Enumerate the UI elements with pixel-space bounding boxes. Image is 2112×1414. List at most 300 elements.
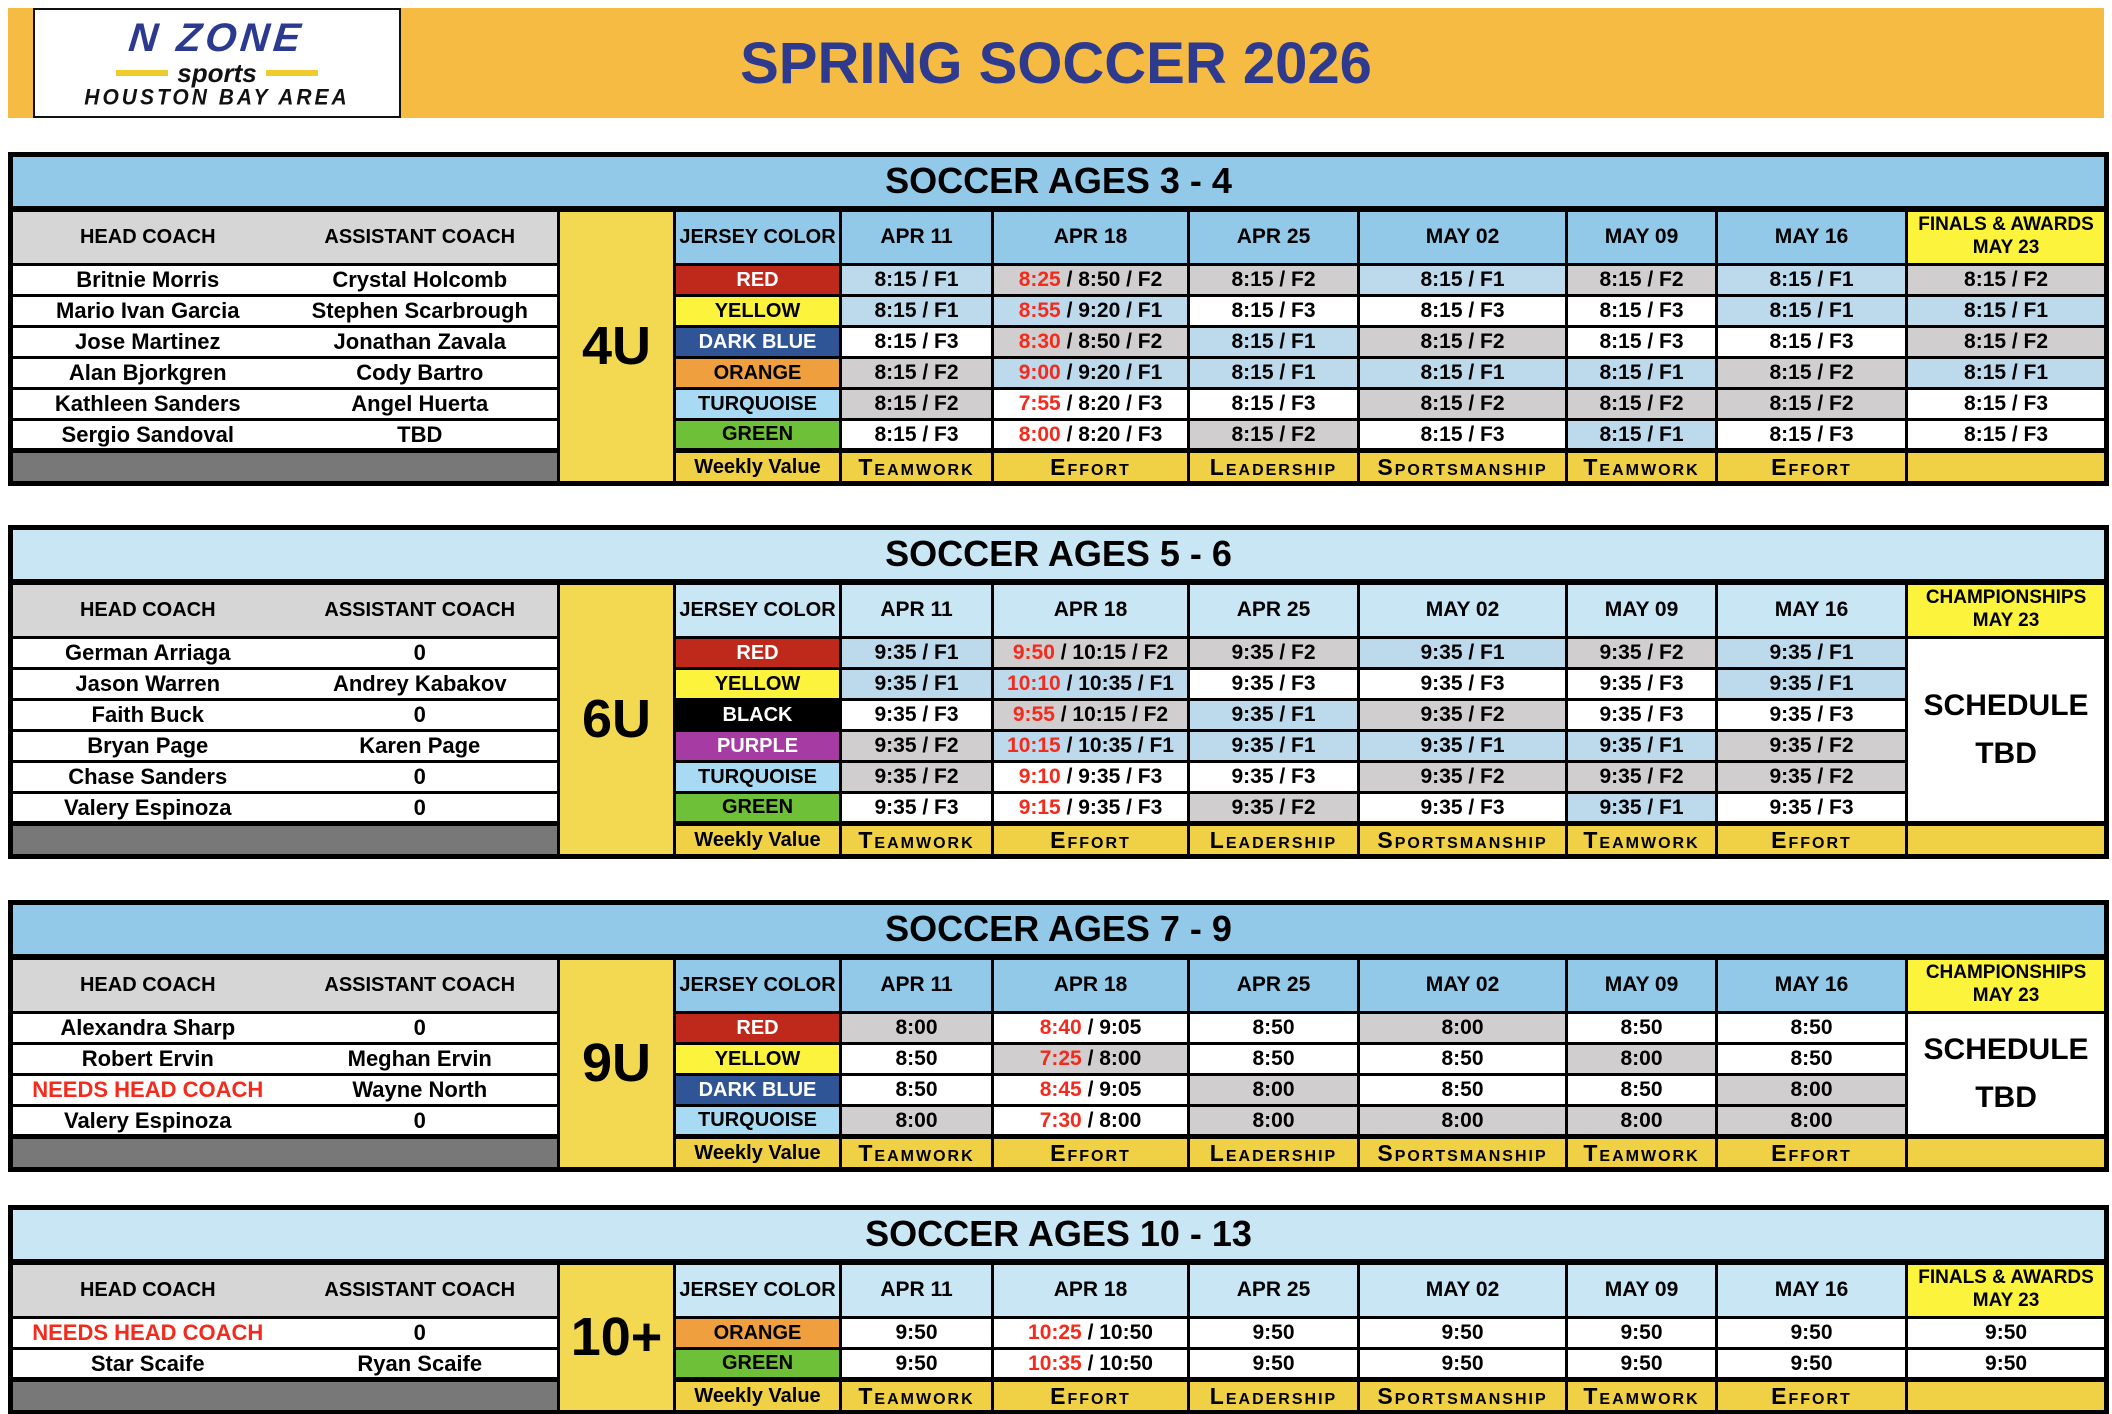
team-row xyxy=(11,420,2107,451)
schedule-cell: 9:35 / F2 xyxy=(1359,700,1567,731)
date-header: MAY 16 xyxy=(1717,582,1907,638)
schedule-cell xyxy=(993,700,1189,731)
schedule-cell: 9:50 xyxy=(841,1318,993,1349)
weekly-value-cell: Leadership xyxy=(1189,1137,1359,1170)
team-row xyxy=(11,1075,2107,1106)
finals-header-line2: MAY 23 xyxy=(1972,610,2040,632)
weekly-value-cell: Teamwork xyxy=(1567,451,1717,484)
date-header: MAY 09 xyxy=(1567,582,1717,638)
schedule-cell: 8:15 / F2 xyxy=(1907,265,2107,296)
assistant-coach-cell: Cody Bartro xyxy=(283,358,559,389)
head-coach-cell: Jose Martinez xyxy=(11,327,283,358)
schedule-cell: 8:15 / F1 xyxy=(1189,327,1359,358)
schedule-cell: 8:15 / F2 xyxy=(1717,358,1907,389)
jersey-color-header: JERSEY COLOR xyxy=(675,582,841,638)
schedule-cell: 8:15 / F1 xyxy=(841,296,993,327)
weekly-value-cell: Teamwork xyxy=(841,824,993,857)
title-banner xyxy=(8,8,2104,118)
schedule-cell: 9:35 / F2 xyxy=(1567,638,1717,669)
schedule-cell: 8:15 / F3 xyxy=(1567,296,1717,327)
tbd-line1: SCHEDULE xyxy=(1923,689,2089,722)
assistant-coach-cell: 0 xyxy=(283,1106,559,1137)
schedule-cell: 8:15 / F3 xyxy=(1359,296,1567,327)
time-text: / 10:15 / F2 xyxy=(1054,641,1169,664)
finals-header-line2: MAY 23 xyxy=(1972,1290,2040,1312)
age-group-cell: 10+ xyxy=(559,1262,675,1413)
schedule-cell: 9:35 / F1 xyxy=(1359,638,1567,669)
weekly-value-label: Weekly Value xyxy=(675,824,841,857)
assistant-coach-cell: 0 xyxy=(283,1013,559,1044)
assistant-coach-header: ASSISTANT COACH xyxy=(283,209,559,265)
weekly-value-cell: Sportsmanship xyxy=(1359,1137,1567,1170)
early-time: 10:25 xyxy=(1028,1321,1082,1344)
jersey-swatch: TURQUOISE xyxy=(675,762,841,793)
schedule-cell: 9:50 xyxy=(1907,1349,2107,1380)
date-header: MAY 16 xyxy=(1717,209,1907,265)
weekly-value-cell: Effort xyxy=(1717,1380,1907,1413)
assistant-coach-header: ASSISTANT COACH xyxy=(283,1262,559,1318)
early-time: 9:15 xyxy=(1018,795,1061,819)
head-coach-header: HEAD COACH xyxy=(11,209,283,265)
tbd-line2: TBD xyxy=(1975,737,2037,770)
schedule-cell: 8:50 xyxy=(1717,1044,1907,1075)
schedule-cell: 8:50 xyxy=(1359,1075,1567,1106)
schedule-cell: 8:15 / F3 xyxy=(1189,296,1359,327)
head-coach-cell: Valery Espinoza xyxy=(11,1106,283,1137)
jersey-swatch: GREEN xyxy=(675,793,841,824)
section-title-row xyxy=(11,155,2107,209)
schedule-table-9U xyxy=(8,900,2109,1172)
weekly-value-label: Weekly Value xyxy=(675,1380,841,1413)
team-row xyxy=(11,389,2107,420)
finals-header xyxy=(1907,1262,2107,1318)
weekly-value-cell: Teamwork xyxy=(841,451,993,484)
finals-header-line2: MAY 23 xyxy=(1972,985,2040,1007)
weekly-value-cell: Sportsmanship xyxy=(1359,451,1567,484)
schedule-cell: 8:15 / F2 xyxy=(1359,389,1567,420)
column-header-row xyxy=(11,957,2107,1013)
weekly-value-row xyxy=(11,824,2107,857)
weekly-value-cell: Leadership xyxy=(1189,451,1359,484)
time-text: / 9:05 xyxy=(1081,1078,1142,1101)
finals-header-line1: FINALS & AWARDS xyxy=(1918,1267,2094,1289)
schedule-cell xyxy=(993,358,1189,389)
schedule-cell: 8:15 / F1 xyxy=(1189,358,1359,389)
jersey-swatch: RED xyxy=(675,265,841,296)
schedule-cell: 8:15 / F3 xyxy=(1907,389,2107,420)
weekly-finals-empty-cell xyxy=(1907,451,2107,484)
date-header: MAY 09 xyxy=(1567,957,1717,1013)
jersey-swatch: BLACK xyxy=(675,700,841,731)
assistant-coach-cell: Wayne North xyxy=(283,1075,559,1106)
logo-dash-left xyxy=(116,70,168,76)
weekly-finals-empty-cell xyxy=(1907,1137,2107,1170)
schedule-table-6U xyxy=(8,525,2109,859)
jersey-swatch: RED xyxy=(675,1013,841,1044)
schedule-cell: 8:15 / F1 xyxy=(1567,358,1717,389)
weekly-value-cell: Effort xyxy=(1717,451,1907,484)
date-header: APR 18 xyxy=(993,957,1189,1013)
date-header: APR 18 xyxy=(993,1262,1189,1318)
schedule-cell xyxy=(993,1013,1189,1044)
schedule-cell xyxy=(993,420,1189,451)
schedule-cell: 9:35 / F2 xyxy=(1359,762,1567,793)
logo-sports-text: sports xyxy=(177,58,257,88)
jersey-swatch: YELLOW xyxy=(675,296,841,327)
schedule-cell: 8:50 xyxy=(1189,1044,1359,1075)
date-header: MAY 02 xyxy=(1359,957,1567,1013)
schedule-cell xyxy=(993,1349,1189,1380)
date-header: APR 11 xyxy=(841,582,993,638)
schedule-cell: 8:15 / F1 xyxy=(1567,420,1717,451)
date-header: APR 18 xyxy=(993,582,1189,638)
date-header: APR 18 xyxy=(993,209,1189,265)
schedule-cell: 8:15 / F2 xyxy=(1567,389,1717,420)
jersey-swatch: GREEN xyxy=(675,1349,841,1380)
weekly-value-cell: Leadership xyxy=(1189,1380,1359,1413)
jersey-color-header: JERSEY COLOR xyxy=(675,1262,841,1318)
date-header: MAY 02 xyxy=(1359,1262,1567,1318)
jersey-swatch: TURQUOISE xyxy=(675,1106,841,1137)
section-title: SOCCER AGES 7 - 9 xyxy=(11,903,2107,957)
time-text: / 10:50 xyxy=(1081,1351,1153,1375)
head-coach-cell: Chase Sanders xyxy=(11,762,283,793)
schedule-cell xyxy=(993,762,1189,793)
head-coach-cell: NEEDS HEAD COACH xyxy=(11,1075,283,1106)
schedule-cell: 9:35 / F3 xyxy=(1189,762,1359,793)
section-title-row xyxy=(11,1208,2107,1262)
time-text: / 8:50 / F2 xyxy=(1060,330,1163,353)
schedule-cell: 9:35 / F3 xyxy=(1567,700,1717,731)
weekly-value-cell: Effort xyxy=(1717,1137,1907,1170)
jersey-swatch: YELLOW xyxy=(675,1044,841,1075)
schedule-cell xyxy=(993,327,1189,358)
schedule-cell: 8:15 / F1 xyxy=(1717,265,1907,296)
jersey-swatch: GREEN xyxy=(675,420,841,451)
schedule-cell: 9:50 xyxy=(1717,1318,1907,1349)
age-group-cell: 6U xyxy=(559,582,675,857)
early-time: 9:10 xyxy=(1018,765,1061,788)
head-coach-cell: Bryan Page xyxy=(11,731,283,762)
section-title: SOCCER AGES 10 - 13 xyxy=(11,1208,2107,1262)
time-text: / 10:15 / F2 xyxy=(1054,703,1169,726)
schedule-cell xyxy=(993,389,1189,420)
assistant-coach-cell: TBD xyxy=(283,420,559,451)
assistant-coach-cell: Crystal Holcomb xyxy=(283,265,559,296)
assistant-coach-cell: Angel Huerta xyxy=(283,389,559,420)
page-title: SPRING SOCCER 2026 xyxy=(740,31,1372,96)
schedule-cell xyxy=(993,669,1189,700)
time-text: / 10:35 / F1 xyxy=(1060,734,1174,757)
schedule-cell: 8:00 xyxy=(841,1013,993,1044)
schedule-cell: 9:35 / F1 xyxy=(1717,638,1907,669)
early-time: 7:55 xyxy=(1018,392,1061,415)
early-time: 7:25 xyxy=(1039,1047,1082,1070)
sections-container xyxy=(8,152,2104,1414)
logo-sports-row xyxy=(116,60,317,86)
schedule-cell: 9:50 xyxy=(1567,1318,1717,1349)
section-title-row xyxy=(11,528,2107,582)
schedule-cell: 8:15 / F3 xyxy=(1189,389,1359,420)
weekly-value-cell: Teamwork xyxy=(841,1380,993,1413)
jersey-swatch: ORANGE xyxy=(675,1318,841,1349)
team-row xyxy=(11,1349,2107,1380)
schedule-cell: 8:00 xyxy=(1189,1075,1359,1106)
finals-header-line1: CHAMPIONSHIPS xyxy=(1925,587,2087,609)
head-coach-cell: Mario Ivan Garcia xyxy=(11,296,283,327)
early-time: 9:55 xyxy=(1012,703,1055,726)
date-header: MAY 09 xyxy=(1567,1262,1717,1318)
tbd-line1: SCHEDULE xyxy=(1923,1033,2089,1066)
schedule-cell: 9:50 xyxy=(1189,1349,1359,1380)
jersey-swatch: DARK BLUE xyxy=(675,327,841,358)
assistant-coach-cell: Karen Page xyxy=(283,731,559,762)
section-title: SOCCER AGES 3 - 4 xyxy=(11,155,2107,209)
finals-header-line2: MAY 23 xyxy=(1972,237,2040,259)
schedule-cell: 8:15 / F3 xyxy=(841,327,993,358)
schedule-cell: 8:15 / F3 xyxy=(1717,420,1907,451)
time-text: / 8:20 / F3 xyxy=(1060,422,1163,446)
head-coach-cell: Alan Bjorkgren xyxy=(11,358,283,389)
head-coach-cell: Valery Espinoza xyxy=(11,793,283,824)
head-coach-cell: German Arriaga xyxy=(11,638,283,669)
weekly-value-label: Weekly Value xyxy=(675,451,841,484)
early-time: 8:30 xyxy=(1018,330,1061,353)
schedule-cell: 8:15 / F2 xyxy=(841,389,993,420)
head-coach-cell: Robert Ervin xyxy=(11,1044,283,1075)
date-header: APR 25 xyxy=(1189,1262,1359,1318)
weekly-value-cell: Teamwork xyxy=(1567,824,1717,857)
weekly-value-cell: Effort xyxy=(993,824,1189,857)
time-text: / 9:35 / F3 xyxy=(1060,765,1163,788)
schedule-cell: 9:50 xyxy=(1717,1349,1907,1380)
schedule-cell: 8:15 / F3 xyxy=(1359,420,1567,451)
time-text: / 8:00 xyxy=(1081,1047,1142,1070)
schedule-table-4U xyxy=(8,152,2109,486)
schedule-cell xyxy=(993,638,1189,669)
schedule-cell: 8:00 xyxy=(1717,1106,1907,1137)
assistant-coach-cell: Jonathan Zavala xyxy=(283,327,559,358)
jersey-swatch: ORANGE xyxy=(675,358,841,389)
schedule-cell xyxy=(993,265,1189,296)
logo-nzone-text: N ZONE xyxy=(127,16,307,60)
time-text: / 8:20 / F3 xyxy=(1060,392,1163,415)
schedule-table-10+ xyxy=(8,1205,2109,1414)
head-coach-cell: Star Scaife xyxy=(11,1349,283,1380)
team-row xyxy=(11,762,2107,793)
schedule-cell: 9:35 / F3 xyxy=(1717,700,1907,731)
jersey-swatch: DARK BLUE xyxy=(675,1075,841,1106)
schedule-cell: 8:15 / F2 xyxy=(1189,265,1359,296)
early-time: 10:35 xyxy=(1028,1351,1082,1375)
team-row xyxy=(11,1106,2107,1137)
schedule-cell: 9:35 / F1 xyxy=(1189,700,1359,731)
schedule-cell: 8:00 xyxy=(1189,1106,1359,1137)
early-time: 8:25 xyxy=(1018,268,1061,291)
schedule-cell: 8:00 xyxy=(1567,1044,1717,1075)
schedule-cell: 9:35 / F2 xyxy=(1189,638,1359,669)
schedule-cell: 9:35 / F3 xyxy=(841,700,993,731)
date-header: MAY 16 xyxy=(1717,1262,1907,1318)
assistant-coach-cell: 0 xyxy=(283,762,559,793)
schedule-cell: 9:35 / F3 xyxy=(1567,669,1717,700)
early-time: 8:55 xyxy=(1018,299,1061,322)
assistant-coach-cell: Ryan Scaife xyxy=(283,1349,559,1380)
date-header: APR 11 xyxy=(841,1262,993,1318)
schedule-cell: 8:15 / F2 xyxy=(1717,389,1907,420)
finals-header xyxy=(1907,209,2107,265)
coach-footer-band xyxy=(11,1137,559,1170)
weekly-finals-empty-cell xyxy=(1907,824,2107,857)
schedule-cell: 8:00 xyxy=(1717,1075,1907,1106)
schedule-cell: 9:35 / F1 xyxy=(1359,731,1567,762)
schedule-cell: 9:35 / F3 xyxy=(841,793,993,824)
nzone-sports-logo xyxy=(33,8,401,118)
schedule-cell: 8:00 xyxy=(1567,1106,1717,1137)
schedule-cell: 9:35 / F2 xyxy=(1189,793,1359,824)
time-text: / 10:35 / F1 xyxy=(1060,672,1174,695)
time-text: / 10:50 xyxy=(1081,1321,1153,1344)
date-header: APR 11 xyxy=(841,957,993,1013)
date-header: MAY 02 xyxy=(1359,582,1567,638)
schedule-cell: 9:50 xyxy=(1567,1349,1717,1380)
time-text: / 9:35 / F3 xyxy=(1060,795,1163,819)
schedule-cell: 8:50 xyxy=(1567,1013,1717,1044)
schedule-tbd-cell xyxy=(1907,1013,2107,1137)
head-coach-header: HEAD COACH xyxy=(11,582,283,638)
weekly-value-cell: Effort xyxy=(1717,824,1907,857)
schedule-cell: 9:35 / F1 xyxy=(1567,731,1717,762)
early-time: 8:45 xyxy=(1039,1078,1082,1101)
weekly-value-cell: Teamwork xyxy=(1567,1380,1717,1413)
schedule-cell: 8:15 / F3 xyxy=(841,420,993,451)
team-row xyxy=(11,265,2107,296)
schedule-cell: 8:15 / F1 xyxy=(1907,296,2107,327)
weekly-value-cell: Teamwork xyxy=(1567,1137,1717,1170)
team-row xyxy=(11,296,2107,327)
schedule-cell: 9:35 / F3 xyxy=(1717,793,1907,824)
jersey-swatch: PURPLE xyxy=(675,731,841,762)
head-coach-cell: Alexandra Sharp xyxy=(11,1013,283,1044)
date-header: APR 25 xyxy=(1189,582,1359,638)
assistant-coach-cell: 0 xyxy=(283,700,559,731)
date-header: APR 25 xyxy=(1189,209,1359,265)
schedule-cell xyxy=(993,296,1189,327)
schedule-cell: 8:15 / F3 xyxy=(1717,327,1907,358)
schedule-cell: 8:50 xyxy=(841,1044,993,1075)
early-time: 9:00 xyxy=(1018,361,1061,384)
schedule-cell: 9:50 xyxy=(1359,1349,1567,1380)
schedule-cell xyxy=(993,1106,1189,1137)
date-header: MAY 02 xyxy=(1359,209,1567,265)
finals-header xyxy=(1907,582,2107,638)
weekly-value-cell: Sportsmanship xyxy=(1359,824,1567,857)
column-header-row xyxy=(11,209,2107,265)
date-header: APR 11 xyxy=(841,209,993,265)
head-coach-cell: Britnie Morris xyxy=(11,265,283,296)
weekly-value-cell: Leadership xyxy=(1189,824,1359,857)
section-title-row xyxy=(11,903,2107,957)
schedule-cell: 9:35 / F1 xyxy=(1567,793,1717,824)
schedule-cell: 8:15 / F2 xyxy=(1907,327,2107,358)
weekly-value-row xyxy=(11,1380,2107,1413)
schedule-cell: 8:00 xyxy=(1359,1013,1567,1044)
early-time: 7:30 xyxy=(1039,1108,1082,1132)
finals-header-line1: CHAMPIONSHIPS xyxy=(1925,962,2087,984)
coach-footer-band xyxy=(11,824,559,857)
schedule-cell xyxy=(993,793,1189,824)
assistant-coach-header: ASSISTANT COACH xyxy=(283,582,559,638)
schedule-cell: 9:35 / F1 xyxy=(1717,669,1907,700)
schedule-cell: 8:50 xyxy=(841,1075,993,1106)
early-time: 10:10 xyxy=(1007,672,1061,695)
date-header: MAY 09 xyxy=(1567,209,1717,265)
schedule-cell: 9:35 / F3 xyxy=(1359,669,1567,700)
assistant-coach-cell: Stephen Scarbrough xyxy=(283,296,559,327)
column-header-row xyxy=(11,1262,2107,1318)
head-coach-cell: Faith Buck xyxy=(11,700,283,731)
schedule-cell: 9:35 / F2 xyxy=(1567,762,1717,793)
schedule-cell: 9:35 / F1 xyxy=(841,638,993,669)
time-text: / 8:00 xyxy=(1081,1108,1142,1132)
team-row xyxy=(11,669,2107,700)
team-row xyxy=(11,327,2107,358)
weekly-value-cell: Effort xyxy=(993,1380,1189,1413)
schedule-cell xyxy=(993,1318,1189,1349)
early-time: 8:00 xyxy=(1018,422,1061,446)
jersey-swatch: RED xyxy=(675,638,841,669)
schedule-cell: 9:50 xyxy=(1359,1318,1567,1349)
weekly-value-row xyxy=(11,451,2107,484)
weekly-value-cell: Effort xyxy=(993,1137,1189,1170)
schedule-cell: 8:00 xyxy=(841,1106,993,1137)
schedule-cell: 8:15 / F3 xyxy=(1567,327,1717,358)
team-row xyxy=(11,1044,2107,1075)
jersey-color-header: JERSEY COLOR xyxy=(675,957,841,1013)
assistant-coach-cell: 0 xyxy=(283,1318,559,1349)
assistant-coach-cell: Meghan Ervin xyxy=(283,1044,559,1075)
schedule-cell: 8:00 xyxy=(1359,1106,1567,1137)
schedule-cell: 9:35 / F3 xyxy=(1189,669,1359,700)
weekly-finals-empty-cell xyxy=(1907,1380,2107,1413)
schedule-cell: 9:35 / F2 xyxy=(1717,731,1907,762)
age-group-cell: 4U xyxy=(559,209,675,484)
team-row xyxy=(11,731,2107,762)
jersey-swatch: TURQUOISE xyxy=(675,389,841,420)
finals-header xyxy=(1907,957,2107,1013)
schedule-cell xyxy=(993,1044,1189,1075)
time-text: / 9:20 / F1 xyxy=(1060,361,1163,384)
schedule-cell: 9:50 xyxy=(841,1349,993,1380)
team-row xyxy=(11,1318,2107,1349)
schedule-cell: 9:50 xyxy=(1189,1318,1359,1349)
head-coach-header: HEAD COACH xyxy=(11,1262,283,1318)
time-text: / 9:05 xyxy=(1081,1016,1142,1039)
weekly-value-row xyxy=(11,1137,2107,1170)
schedule-cell: 8:50 xyxy=(1567,1075,1717,1106)
time-text: / 8:50 / F2 xyxy=(1060,268,1163,291)
tbd-line2: TBD xyxy=(1975,1081,2037,1114)
date-header: APR 25 xyxy=(1189,957,1359,1013)
schedule-cell: 9:35 / F3 xyxy=(1359,793,1567,824)
early-time: 8:40 xyxy=(1039,1016,1082,1039)
date-header: MAY 16 xyxy=(1717,957,1907,1013)
weekly-value-label: Weekly Value xyxy=(675,1137,841,1170)
schedule-cell: 8:50 xyxy=(1359,1044,1567,1075)
schedule-cell: 8:15 / F2 xyxy=(1359,327,1567,358)
schedule-cell: 9:35 / F1 xyxy=(1189,731,1359,762)
schedule-cell: 9:35 / F2 xyxy=(841,762,993,793)
